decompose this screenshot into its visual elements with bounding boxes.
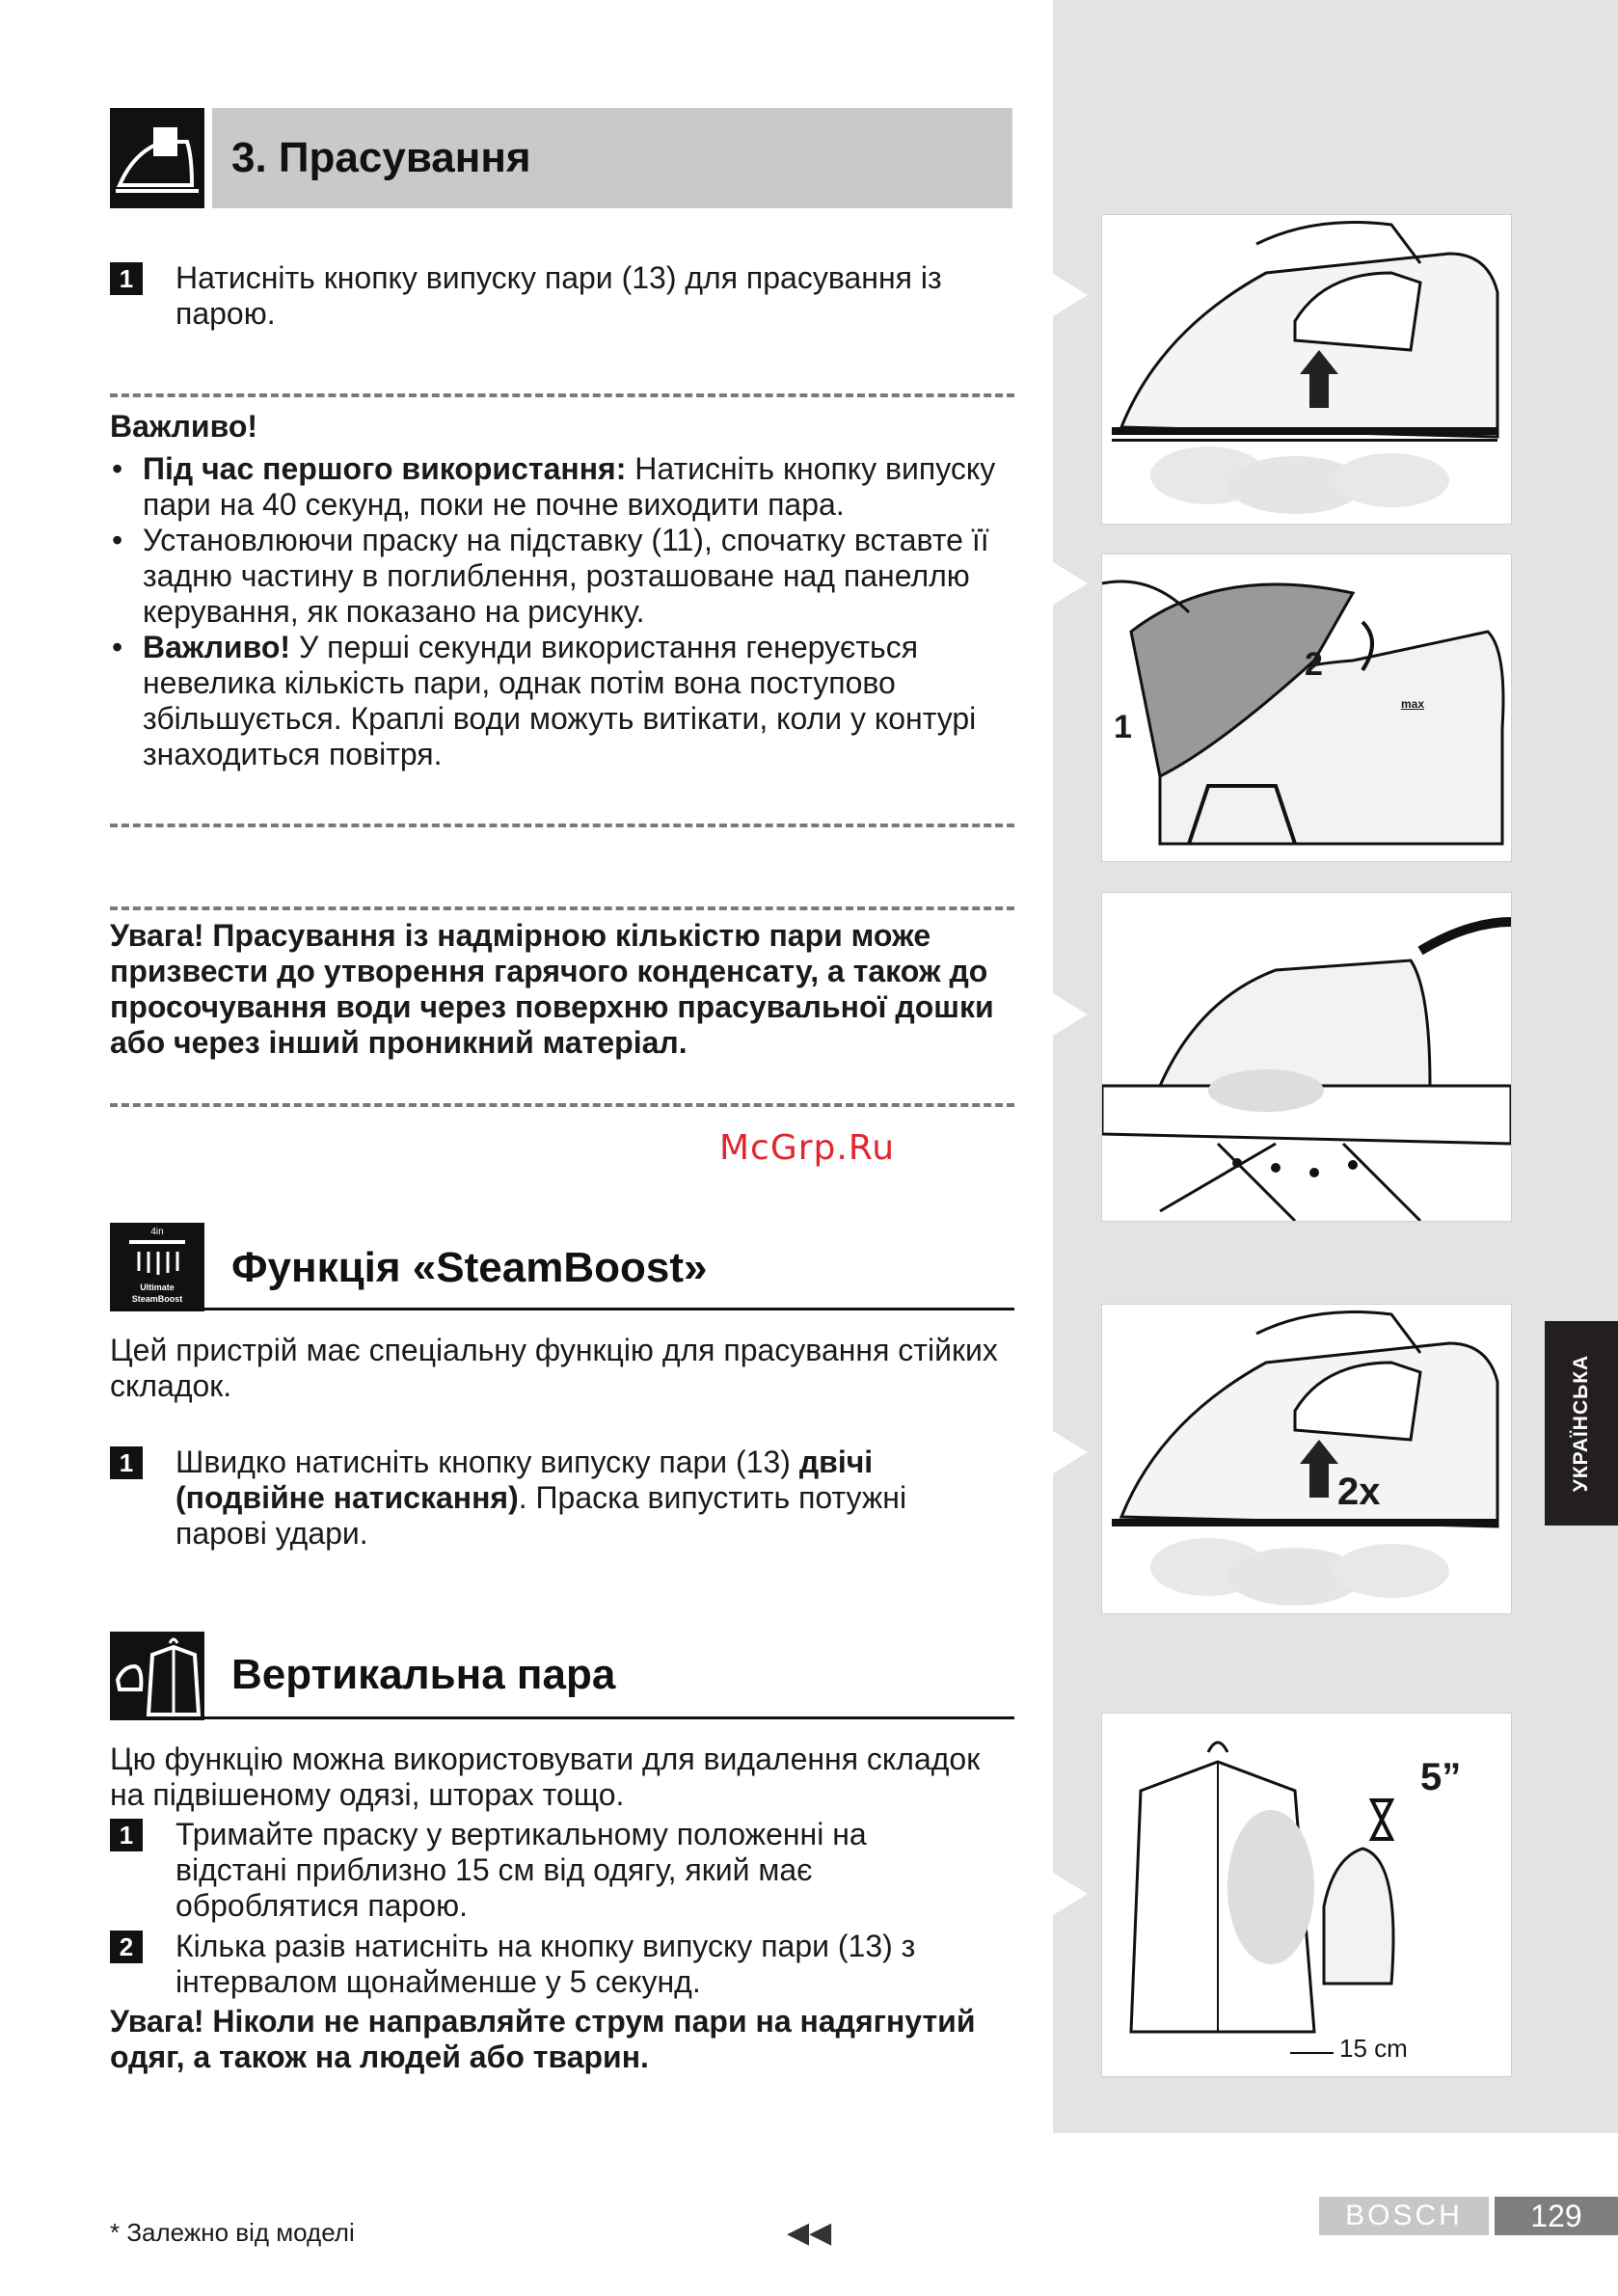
section-header-ironing: [212, 108, 1012, 208]
dashed-divider: [110, 906, 1014, 910]
vertical-warning: Увага! Ніколи не направляйте струм пари на надягнутий одяг, а також на людей або тварин.: [110, 2004, 976, 2074]
vertical-steam-icon: [110, 1632, 204, 1720]
dashed-divider: [110, 824, 1014, 827]
figure-pointer: [1053, 993, 1088, 1036]
section-title-steamboost: Функція «SteamBoost»: [231, 1244, 708, 1291]
interval-label: 5”: [1420, 1756, 1462, 1798]
figure-label-2: 2: [1305, 646, 1323, 683]
figure-label-1: 1: [1114, 709, 1132, 745]
double-press-label: 2x: [1337, 1471, 1381, 1513]
figure-pointer: [1053, 1873, 1088, 1915]
watermark: McGrp.Ru: [719, 1128, 896, 1168]
max-marker: max: [1401, 697, 1425, 711]
list-item: • Важливо! У перші секунди використання генерується невелика кількість пари, однак потім вона поступово збільшується. Краплі води можуть витікати, коли у контурі знаходиться повітря.: [110, 630, 1014, 772]
figure-vertical-steam: [1101, 1713, 1512, 2077]
page-number: 129: [1495, 2197, 1618, 2235]
ironing-icon: [110, 108, 204, 208]
figure-steam-press: [1101, 214, 1512, 525]
page-title: 3. Прасування: [231, 134, 531, 181]
step-text: Тримайте праску у вертикальному положенні на відстані приблизно 15 см від одягу, який має оброблятися парою.: [175, 1817, 867, 1923]
figure-condensate: [1101, 892, 1512, 1222]
list-item: • Під час першого використання: Натисніть кнопку випуску пари на 40 секунд, поки не почне виходити пара.: [110, 451, 1014, 523]
step-text: Швидко натисніть кнопку випуску пари (13) двічі (подвійне натискання). Праска випустить потужні парові удари.: [175, 1445, 907, 1551]
condensate-warning: Увага! Прасування із надмірною кількістю пари може призвести до утворення гарячого конденсату, а також до просочування води через поверхню прасувальної дошки або через інший проникний матеріал.: [110, 918, 994, 1060]
steamboost-icon: 4in Ultimate SteamBoost: [110, 1223, 204, 1311]
important-list: [110, 451, 1014, 772]
step-text: Кілька разів натисніть на кнопку випуску пари (13) з інтервалом щонайменше у 5 секунд.: [175, 1929, 916, 1999]
dashed-divider: [110, 1103, 1014, 1107]
section-title-vertical: Вертикальна пара: [231, 1651, 616, 1698]
section-rule: [204, 1308, 1014, 1310]
steamboost-intro: Цей пристрій має спеціальну функцію для прасування стійких складок.: [110, 1333, 998, 1403]
step-text: Натисніть кнопку випуску пари (13) для прасування із парою.: [175, 260, 942, 331]
step-number: 1: [110, 1446, 143, 1479]
step-number: 1: [110, 262, 143, 295]
list-item: • Установлюючи праску на підставку (11), спочатку вставте її задню частину в поглиблення, розташоване над панеллю керування, як показано на рисунку.: [110, 523, 1014, 630]
figure-iron-on-base: [1101, 554, 1512, 862]
step-number: 2: [110, 1931, 143, 1963]
figure-steamboost: [1101, 1304, 1512, 1614]
vertical-intro: Цю функцію можна використовувати для видалення складок на підвішеному одязі, шторах тощо.: [110, 1742, 981, 1812]
distance-label: 15 cm: [1339, 2034, 1408, 2063]
footnote: * Залежно від моделі: [110, 2218, 355, 2247]
section-rule: [204, 1716, 1014, 1719]
step-number: 1: [110, 1819, 143, 1851]
language-tab: УКРАЇНСЬКА: [1545, 1321, 1618, 1526]
figure-pointer: [1053, 274, 1088, 316]
brand-label: BOSCH: [1319, 2197, 1489, 2235]
important-heading: Важливо!: [110, 409, 258, 444]
figure-pointer: [1053, 1431, 1088, 1473]
figure-pointer: [1053, 562, 1088, 605]
dashed-divider: [110, 393, 1014, 397]
previous-page-icon[interactable]: ◀◀: [787, 2217, 832, 2249]
